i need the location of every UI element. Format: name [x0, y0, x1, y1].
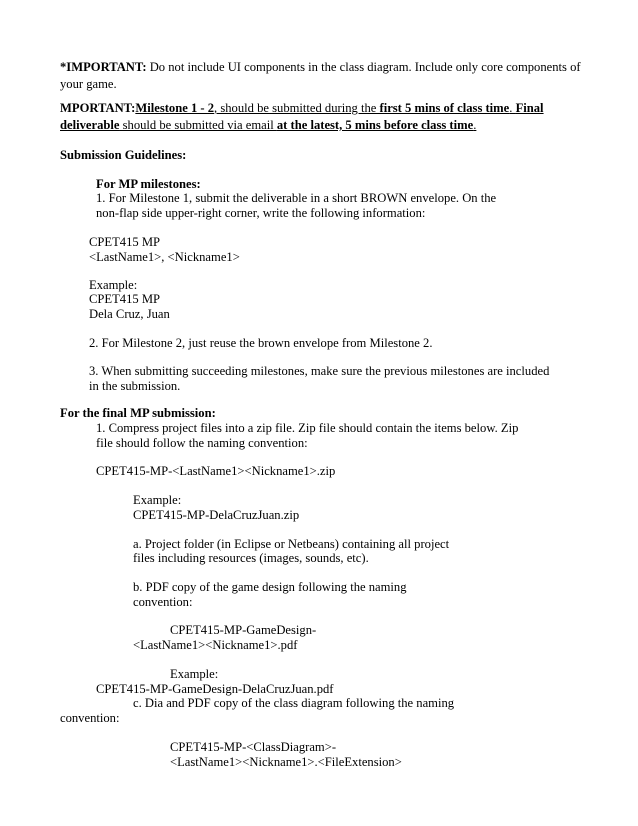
class-name-line1: CPET415-MP-<ClassDiagram>- [170, 740, 337, 754]
mp-step3-line2: in the submission. [89, 379, 181, 393]
milestone-text-b: . [509, 101, 516, 115]
design-name-line1: CPET415-MP-GameDesign- [170, 623, 317, 637]
milestone-text-a: , should be submitted during the [214, 101, 380, 115]
info-line1: CPET415 MP [89, 235, 161, 249]
final-step1-line1: 1. Compress project files into a zip file. Zip file should contain the items below. Zip [96, 421, 519, 435]
design-name-line2: <LastName1><Nickname1>.pdf [133, 638, 298, 652]
final-step1-line2: file should follow the naming convention: [96, 436, 308, 450]
item-c-line2: convention: [60, 711, 120, 725]
mp-step1-line1: 1. For Milestone 1, submit the deliverable in a short BROWN envelope. On the [96, 191, 497, 205]
final-word: Final [515, 101, 544, 115]
zip-name: CPET415-MP-<LastName1><Nickname1>.zip [96, 464, 336, 478]
item-a-line1: a. Project folder (in Eclipse or Netbeans) containing all project [133, 537, 450, 551]
mp-milestones-heading: For MP milestones: [96, 177, 201, 191]
milestone-note-label: MPORTANT: [60, 101, 136, 115]
milestone-note-line2 [60, 116, 476, 134]
class-name-line2: <LastName1><Nickname1>.<FileExtension> [170, 755, 402, 769]
item-b-line2: convention: [133, 595, 193, 609]
milestone-period: . [473, 118, 477, 132]
mp-step3-line1: 3. When submitting succeeding milestones, make sure the previous milestones are included [89, 364, 550, 378]
design-example-label: Example: [170, 667, 219, 681]
info-line2: <LastName1>, <Nickname1> [89, 250, 240, 264]
important-note-line2: your game. [60, 77, 117, 91]
item-b-line1: b. PDF copy of the game design following the naming [133, 580, 407, 594]
zip-example-label: Example: [133, 493, 182, 507]
deliverable-word: deliverable [60, 118, 120, 132]
guidelines-heading: Submission Guidelines: [60, 148, 187, 162]
item-a-line2: files including resources (images, sounds, etc). [133, 551, 369, 565]
important-note-line1 [60, 58, 581, 76]
mp-example-label: Example: [89, 278, 138, 292]
latest-text: at the latest, 5 mins before class time [276, 118, 474, 132]
first-5-mins-text: first 5 mins of class time [379, 101, 510, 115]
important-label: *IMPORTANT: [60, 60, 147, 74]
item-c-line1: c. Dia and PDF copy of the class diagram following the naming [133, 696, 455, 710]
milestone-text-c: should be submitted via email [119, 118, 277, 132]
mp-example-line1: CPET415 MP [89, 292, 161, 306]
milestone-note-line1 [60, 99, 544, 117]
milestone-range: Milestone 1 - 2 [135, 101, 215, 115]
design-example: CPET415-MP-GameDesign-DelaCruzJuan.pdf [96, 682, 334, 696]
important-text: Do not include UI components in the class diagram. Include only core components of [146, 60, 581, 74]
mp-step1-line2: non-flap side upper-right corner, write the following information: [96, 206, 426, 220]
mp-example-line2: Dela Cruz, Juan [89, 307, 170, 321]
final-submission-heading: For the final MP submission: [60, 406, 216, 420]
mp-step2: 2. For Milestone 2, just reuse the brown envelope from Milestone 2. [89, 336, 433, 350]
zip-example: CPET415-MP-DelaCruzJuan.zip [133, 508, 300, 522]
